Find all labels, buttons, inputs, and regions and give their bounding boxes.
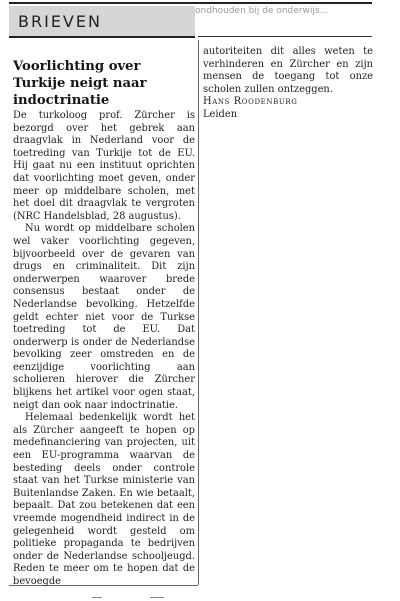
scan-mark [92, 597, 102, 598]
continuation-text: autoriteiten dit alles weten te verhinderen en Zürcher en zijn mensen de toegang tot onze scholen zullen ontzeggen. [203, 46, 373, 95]
scan-mark [150, 597, 164, 598]
bleed-through-text: ondhouden bij de onderwijs... [195, 6, 329, 16]
letter-place: Leiden [203, 108, 238, 120]
header-rule [198, 36, 372, 37]
top-rule [9, 2, 372, 4]
section-header [9, 6, 195, 38]
letter-headline: Voorlichting over Turkije neigt naar indoctrinatie [13, 59, 147, 108]
section-label: BRIEVEN [18, 12, 102, 31]
paragraph-1: De turkoloog prof. Zürcher is bezorgd over het gebrek aan draagvlak in Nederland voor de toetreding van Turkije tot de EU. Hij gaat nu een instituut oprichten dat voorlichting moet geven, onder meer op middelbare scholen, met het doel dit draagvlak te vergroten (NRC Handelsblad, 28 augustus). [13, 110, 195, 222]
letter-continuation [203, 46, 373, 122]
letter-author: Hans Roodenburg [203, 96, 298, 108]
column-divider [198, 40, 199, 585]
paragraph-2: Nu wordt op middelbare scholen wel vaker voorlichting gegeven, bijvoorbeeld over de gevaren van drugs en criminaliteit. Dit zijn onderwerpen waarover brede consensus bestaat onder de Nederlandse bevolking. Hetzelfde geldt echter niet voor de Turkse toetreding tot de EU. Dat onderwerp is onder de Nederlandse bevolking zeer omstreden en de eenzijdige voorlichting aan scholieren hierover die Zürcher blijkens het artikel voor ogen staat, neigt dan ook naar indoctrinatie. [13, 223, 195, 411]
letter-body [13, 110, 195, 589]
paragraph-3: Helemaal bedenkelijk wordt het als Zürcher aangeeft te hopen op medefinanciering van projecten, uit een EU-programma waarvan de besteding deels onder controle staat van het Turkse ministerie van Buitenlandse Zaken. En wie betaalt, bepaalt. Dat zou betekenen dat een vreemde mogendheid indirect in de gelegenheid wordt gesteld om politieke propaganda te bedrijven onder de Nederlandse schooljeugd. Reden te meer om te hopen dat de bevoegde [13, 412, 195, 587]
